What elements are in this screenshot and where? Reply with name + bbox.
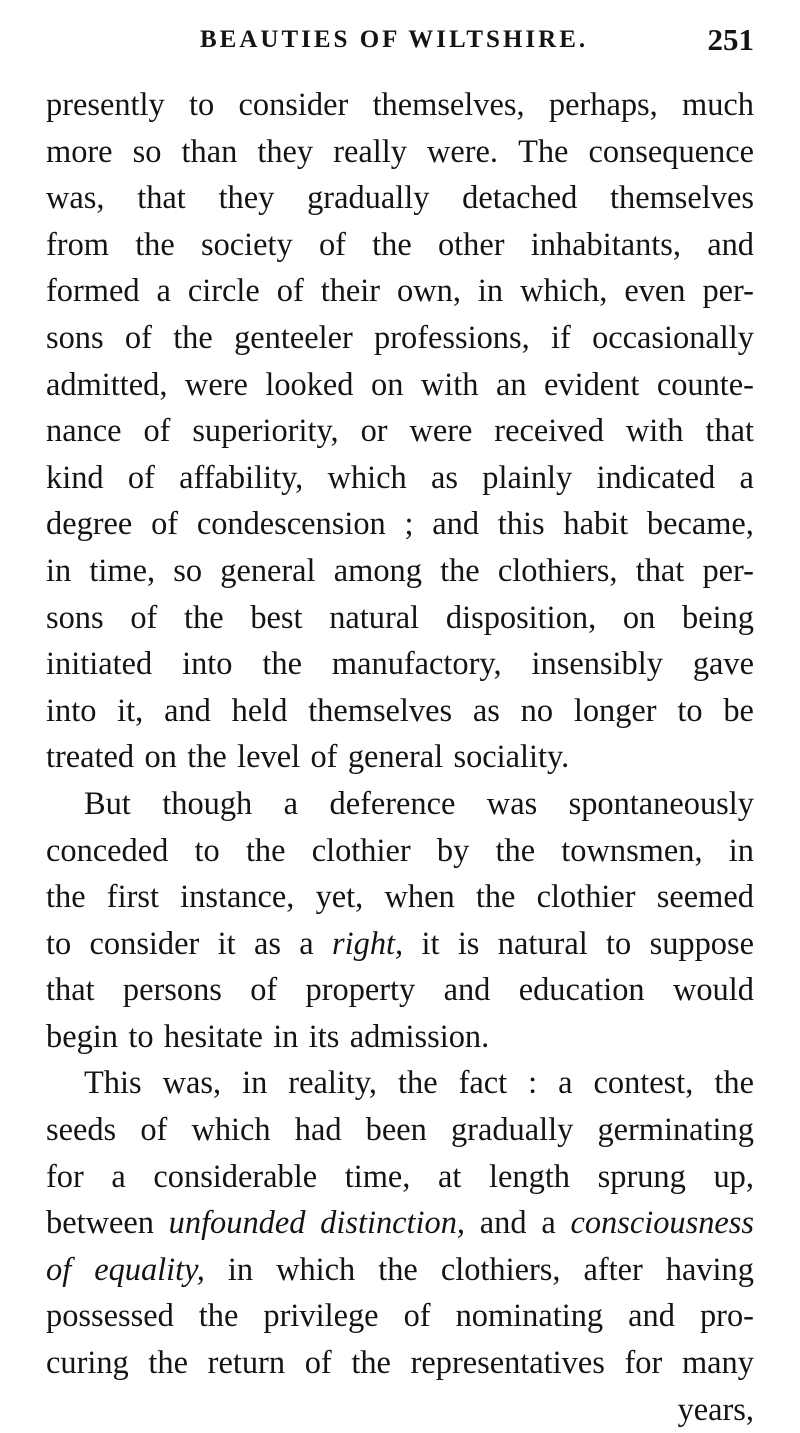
word: a bbox=[156, 273, 171, 310]
word: themselves, bbox=[372, 87, 525, 123]
word: clothier bbox=[536, 879, 636, 916]
word: deference bbox=[329, 785, 456, 822]
word: seeds bbox=[46, 1112, 117, 1149]
word: after bbox=[583, 1251, 643, 1288]
text-line bbox=[46, 455, 754, 502]
word: be bbox=[723, 692, 754, 729]
word: even bbox=[624, 273, 686, 310]
word: at bbox=[438, 1158, 462, 1195]
word: level bbox=[237, 739, 301, 776]
word: longer bbox=[573, 692, 657, 729]
word: their bbox=[320, 273, 381, 310]
word: best bbox=[250, 599, 303, 636]
word: that bbox=[705, 413, 754, 450]
word: first bbox=[106, 879, 159, 916]
word: no bbox=[520, 692, 554, 729]
word: formed bbox=[46, 273, 140, 310]
word: really bbox=[333, 133, 407, 170]
word: to bbox=[677, 692, 703, 729]
word: of bbox=[124, 319, 152, 356]
word: disposition, bbox=[445, 599, 597, 636]
word: became, bbox=[646, 506, 754, 543]
word: of bbox=[304, 1345, 332, 1382]
word: consequence bbox=[588, 133, 754, 170]
word: superiority, bbox=[192, 413, 339, 450]
text-line bbox=[46, 1154, 754, 1201]
word: on bbox=[144, 739, 177, 776]
word: would bbox=[672, 972, 754, 1009]
text-line bbox=[46, 734, 754, 781]
word: natural bbox=[497, 925, 588, 962]
word: of bbox=[151, 506, 179, 543]
word: : bbox=[528, 1065, 538, 1102]
word: reality, bbox=[288, 1065, 378, 1102]
word: persons bbox=[122, 972, 222, 1009]
text-line bbox=[46, 501, 754, 548]
word: nominating bbox=[455, 1298, 604, 1335]
word: education bbox=[518, 972, 645, 1009]
word: the bbox=[495, 832, 536, 869]
text-line bbox=[46, 1340, 754, 1387]
word: initiated bbox=[46, 646, 153, 683]
text-line bbox=[46, 688, 754, 735]
word: the bbox=[198, 1298, 239, 1335]
word: gave bbox=[692, 646, 754, 683]
word: begin bbox=[46, 1018, 118, 1055]
word: admitted, bbox=[46, 366, 168, 403]
word: privilege bbox=[263, 1298, 379, 1335]
word: they bbox=[218, 180, 275, 217]
word: the bbox=[245, 832, 286, 869]
word: conceded bbox=[46, 832, 169, 869]
word: general bbox=[220, 552, 316, 589]
word: the bbox=[184, 599, 224, 636]
word: clothier bbox=[311, 832, 411, 869]
word: of bbox=[310, 739, 338, 776]
word: in bbox=[477, 273, 504, 310]
text-line bbox=[46, 315, 754, 362]
word: degree bbox=[46, 506, 133, 543]
word: gradually bbox=[307, 180, 430, 217]
word: other bbox=[437, 226, 505, 263]
text-line bbox=[46, 408, 754, 455]
word: on bbox=[371, 366, 404, 403]
word: clothiers, bbox=[440, 1251, 561, 1288]
word: a bbox=[299, 925, 314, 962]
word: been bbox=[365, 1112, 427, 1149]
word: were. bbox=[426, 133, 499, 170]
word: themselves bbox=[610, 180, 754, 217]
word: up, bbox=[713, 1158, 754, 1195]
word: length bbox=[489, 1158, 571, 1195]
word: hesitate bbox=[163, 1018, 263, 1055]
word: which bbox=[327, 459, 407, 496]
word: consider bbox=[238, 87, 349, 123]
word: this bbox=[497, 506, 545, 543]
word: though bbox=[162, 785, 253, 822]
word: of bbox=[140, 1112, 168, 1149]
word: which bbox=[191, 1112, 271, 1149]
word: a bbox=[283, 785, 299, 822]
word: it bbox=[217, 925, 236, 962]
text-line bbox=[46, 967, 754, 1014]
word: the bbox=[398, 1065, 438, 1102]
text-line bbox=[46, 1014, 754, 1061]
word: pro- bbox=[699, 1298, 754, 1335]
word: time, bbox=[89, 552, 156, 589]
word: is bbox=[457, 925, 480, 962]
word: was, bbox=[162, 1065, 222, 1102]
word: sprung bbox=[597, 1158, 686, 1195]
word: the bbox=[135, 226, 175, 263]
word: of bbox=[143, 413, 171, 450]
word: townsmen, bbox=[561, 832, 703, 869]
word: were bbox=[184, 366, 248, 403]
word: germinating bbox=[597, 1112, 754, 1149]
word: evident bbox=[544, 366, 640, 403]
text-line bbox=[46, 175, 754, 222]
word: suppose bbox=[649, 925, 754, 962]
text-line bbox=[46, 268, 754, 315]
text-line bbox=[46, 1107, 754, 1154]
word: or bbox=[360, 413, 388, 450]
word: curing bbox=[46, 1345, 129, 1382]
word: condescension bbox=[196, 506, 386, 543]
word: that bbox=[635, 552, 685, 589]
word: counte- bbox=[656, 366, 754, 403]
word: indicated bbox=[596, 459, 716, 496]
word: in bbox=[227, 1251, 254, 1288]
word: so bbox=[173, 552, 203, 589]
text-line bbox=[46, 1060, 754, 1107]
word: manufactory, bbox=[331, 646, 502, 683]
word: considerable bbox=[153, 1158, 318, 1195]
word: among bbox=[333, 552, 422, 589]
word: of bbox=[403, 1298, 431, 1335]
word: in bbox=[728, 832, 754, 869]
text-line bbox=[46, 874, 754, 921]
word: the bbox=[440, 552, 480, 589]
word: gradually bbox=[450, 1112, 574, 1149]
word: circle bbox=[187, 273, 260, 310]
word: into bbox=[182, 646, 233, 683]
word: to bbox=[194, 832, 220, 869]
word: looked bbox=[265, 366, 354, 403]
word: a bbox=[541, 1205, 556, 1242]
word: so bbox=[132, 133, 162, 170]
word: and bbox=[432, 506, 480, 543]
word: the bbox=[475, 879, 516, 916]
word: years, bbox=[677, 1391, 754, 1428]
word: right, bbox=[332, 925, 404, 962]
word: consider bbox=[89, 925, 200, 962]
word: was bbox=[486, 785, 538, 822]
word: with bbox=[625, 413, 684, 450]
page-number: 251 bbox=[707, 22, 754, 57]
word: they bbox=[257, 133, 314, 170]
word: in bbox=[273, 1018, 299, 1055]
word: habit bbox=[563, 506, 629, 543]
word: admission. bbox=[349, 1018, 490, 1055]
word: much bbox=[682, 87, 754, 123]
word: of bbox=[250, 972, 278, 1009]
word: themselves bbox=[308, 692, 453, 729]
word: contest, bbox=[593, 1065, 694, 1102]
word: clothiers, bbox=[497, 552, 618, 589]
word: if bbox=[551, 319, 571, 356]
word: seemed bbox=[656, 879, 754, 916]
word: of bbox=[130, 599, 158, 636]
word: and bbox=[443, 972, 491, 1009]
word: that bbox=[137, 180, 186, 217]
word: the bbox=[378, 1251, 418, 1288]
word: of bbox=[46, 1251, 72, 1288]
text-line bbox=[46, 129, 754, 176]
word: which bbox=[276, 1251, 356, 1288]
word: distinction, bbox=[320, 1205, 466, 1242]
word: to bbox=[46, 925, 72, 962]
word: of bbox=[318, 226, 346, 263]
word: natural bbox=[329, 599, 420, 636]
body-text bbox=[46, 82, 754, 1433]
word: fact bbox=[458, 1065, 508, 1102]
word: and bbox=[707, 226, 754, 263]
word: kind bbox=[46, 459, 104, 496]
word: for bbox=[46, 1158, 84, 1195]
running-title: BEAUTIES OF WILTSHIRE. bbox=[200, 26, 589, 53]
word: than bbox=[181, 133, 238, 170]
word: the bbox=[262, 646, 302, 683]
word: instance, bbox=[180, 879, 295, 916]
word: received bbox=[494, 413, 604, 450]
word: to bbox=[606, 925, 632, 962]
text-line bbox=[46, 82, 754, 129]
word: yet, bbox=[315, 879, 364, 916]
word: which, bbox=[520, 273, 608, 310]
word: as bbox=[253, 925, 281, 962]
word: in bbox=[242, 1065, 268, 1102]
word: property bbox=[305, 972, 416, 1009]
word: spontaneously bbox=[568, 785, 754, 822]
word: many bbox=[681, 1345, 754, 1382]
word: sons bbox=[46, 319, 104, 356]
word: representatives bbox=[410, 1345, 605, 1382]
word: a bbox=[739, 459, 754, 496]
text-line bbox=[46, 781, 754, 828]
word: a bbox=[111, 1158, 126, 1195]
text-line bbox=[46, 1200, 754, 1247]
word: to bbox=[189, 87, 215, 123]
word: treated bbox=[46, 739, 135, 776]
word: as bbox=[472, 692, 500, 729]
text-line bbox=[46, 595, 754, 642]
text-line bbox=[46, 1293, 754, 1340]
running-head bbox=[46, 22, 754, 62]
word: and bbox=[628, 1298, 675, 1335]
word: sociality. bbox=[453, 739, 570, 776]
word: the bbox=[351, 1345, 391, 1382]
word: when bbox=[384, 879, 455, 916]
word: that bbox=[46, 972, 95, 1009]
word: between bbox=[46, 1205, 154, 1242]
word: detached bbox=[462, 180, 578, 217]
word: the bbox=[148, 1345, 188, 1382]
word: But bbox=[84, 785, 131, 822]
word: from bbox=[46, 226, 109, 263]
word: the bbox=[372, 226, 412, 263]
word: having bbox=[665, 1251, 754, 1288]
word: time, bbox=[344, 1158, 411, 1195]
word: as bbox=[431, 459, 458, 496]
text-line bbox=[46, 828, 754, 875]
word: the bbox=[187, 739, 227, 776]
text-line bbox=[46, 222, 754, 269]
word: into bbox=[46, 692, 97, 729]
word: and bbox=[479, 1205, 527, 1242]
word: presently bbox=[46, 87, 165, 123]
word: own, bbox=[397, 273, 461, 310]
word: had bbox=[294, 1112, 342, 1149]
word: per- bbox=[702, 273, 754, 310]
word: The bbox=[518, 133, 569, 170]
catchword-line bbox=[46, 1387, 754, 1433]
word: in bbox=[46, 552, 72, 589]
word: possessed bbox=[46, 1298, 174, 1335]
text-line bbox=[46, 921, 754, 968]
word: being bbox=[682, 599, 754, 636]
word: was, bbox=[46, 180, 105, 217]
word: occasionally bbox=[592, 319, 754, 356]
word: This bbox=[84, 1065, 142, 1102]
word: professions, bbox=[374, 319, 530, 356]
word: were bbox=[409, 413, 473, 450]
word: on bbox=[622, 599, 656, 636]
word: of bbox=[127, 459, 155, 496]
word: per- bbox=[702, 552, 754, 589]
word: of bbox=[276, 273, 304, 310]
word: unfounded bbox=[168, 1205, 306, 1242]
word: insensibly bbox=[531, 646, 663, 683]
text-line bbox=[46, 548, 754, 595]
word: general bbox=[347, 739, 444, 776]
word: by bbox=[436, 832, 470, 869]
text-line bbox=[46, 1247, 754, 1294]
word: society bbox=[200, 226, 293, 263]
word: plainly bbox=[482, 459, 573, 496]
word: it, bbox=[117, 692, 144, 729]
word: inhabitants, bbox=[530, 226, 681, 263]
word: the bbox=[46, 879, 86, 916]
text-line bbox=[46, 362, 754, 409]
word: return bbox=[207, 1345, 286, 1382]
word: sons bbox=[46, 599, 104, 636]
word: its bbox=[308, 1018, 340, 1055]
word: genteeler bbox=[234, 319, 353, 356]
word: held bbox=[231, 692, 288, 729]
word: for bbox=[624, 1345, 663, 1382]
word: perhaps, bbox=[548, 87, 658, 123]
word: the bbox=[714, 1065, 754, 1102]
word: it bbox=[421, 925, 440, 962]
word: equality, bbox=[94, 1251, 205, 1288]
word: consciousness bbox=[570, 1205, 754, 1242]
word: affability, bbox=[179, 459, 304, 496]
word: an bbox=[495, 366, 527, 403]
word: with bbox=[420, 366, 479, 403]
word: ; bbox=[404, 506, 414, 543]
word: the bbox=[173, 319, 213, 356]
word: more bbox=[46, 133, 113, 170]
word: and bbox=[164, 692, 211, 729]
text-line bbox=[46, 641, 754, 688]
word: to bbox=[128, 1018, 154, 1055]
word: nance bbox=[46, 413, 122, 450]
word: a bbox=[558, 1065, 573, 1102]
